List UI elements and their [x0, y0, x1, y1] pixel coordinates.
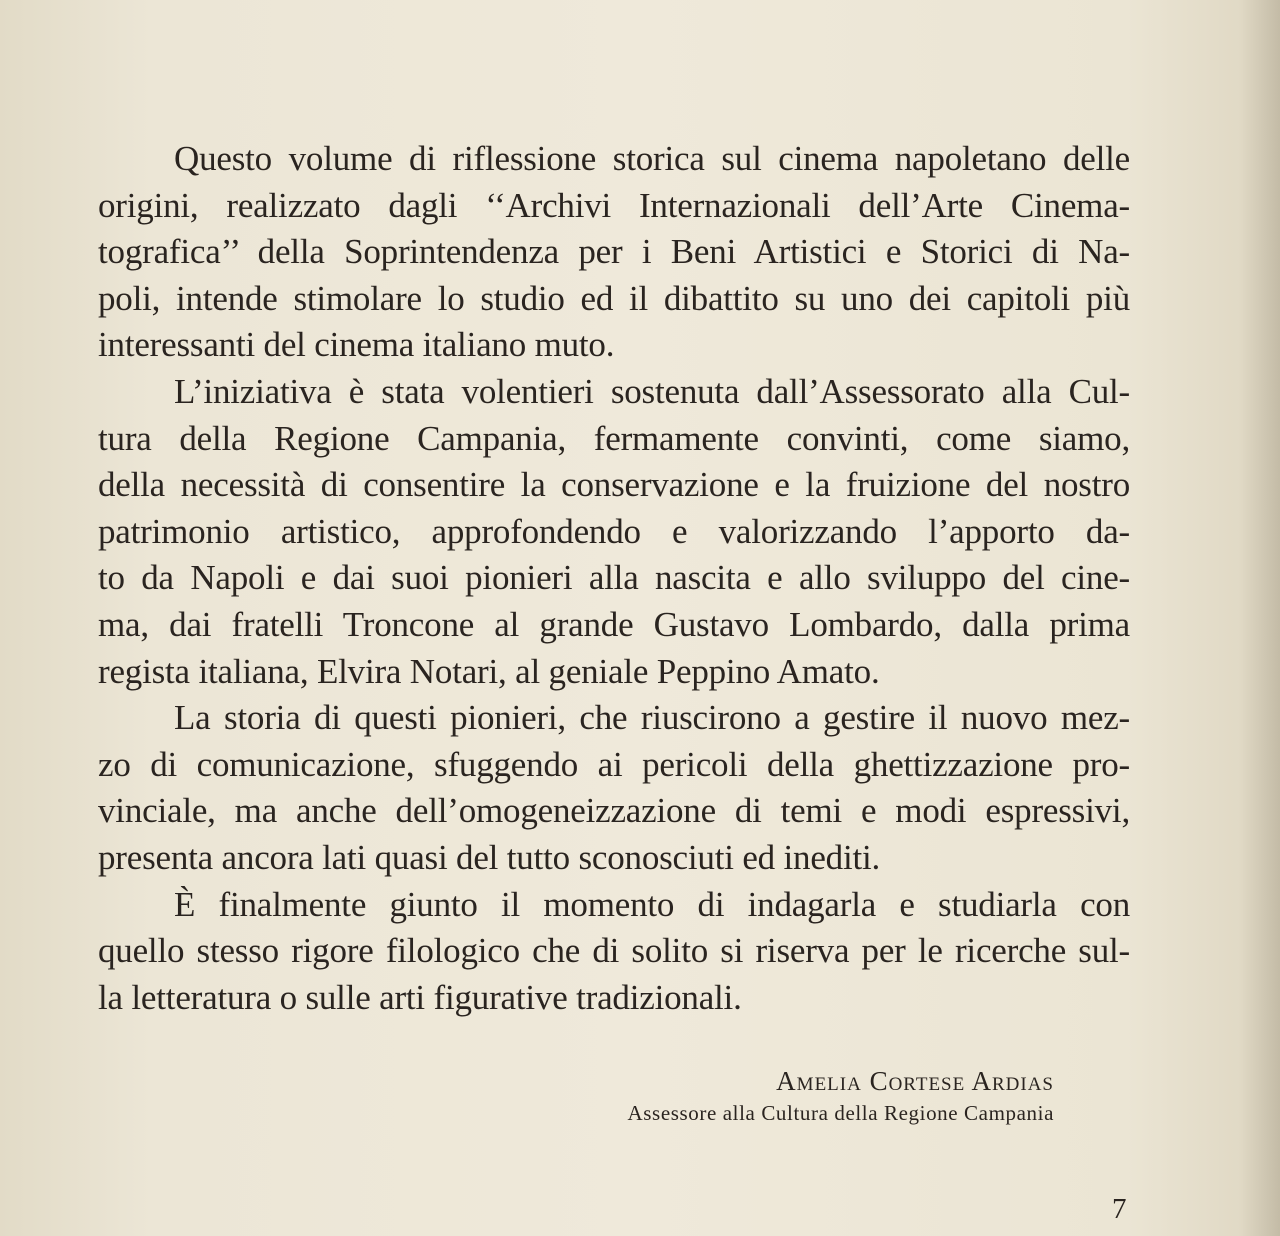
- text-line: L’iniziativa è stata volentieri sostenuta dall’Assessorato alla Cul-: [174, 371, 1130, 411]
- text-line: La storia di questi pionieri, che riuscirono a gestire il nuovo mez-: [174, 698, 1130, 738]
- text-line: poli, intende stimolare lo studio ed il dibattito su uno dei capitoli più: [98, 278, 1130, 318]
- text-line: regista italiana, Elvira Notari, al geniale Peppino Amato.: [98, 651, 880, 691]
- text-line: tografica’’ della Soprintendenza per i Beni Artistici e Storici di Na-: [98, 232, 1130, 272]
- text-line: interessanti del cinema italiano muto.: [98, 325, 615, 365]
- page-edge-shadow: [1240, 0, 1280, 1236]
- body-text: [98, 136, 1130, 1021]
- text-line: to da Napoli e dai suoi pionieri alla nascita e allo sviluppo del cine-: [98, 558, 1130, 598]
- text-line: ma, dai fratelli Troncone al grande Gustavo Lombardo, dalla prima: [98, 604, 1130, 644]
- text-line: È finalmente giunto il momento di indagarla e studiarla con: [174, 884, 1130, 924]
- text-line: quello stesso rigore filologico che di solito si riserva per le ricerche sul-: [98, 931, 1130, 971]
- text-line: origini, realizzato dagli ‘‘Archivi Internazionali dell’Arte Cinema-: [98, 185, 1130, 225]
- text-line: patrimonio artistico, approfondendo e valorizzando l’apporto da-: [98, 511, 1130, 551]
- signature-role: Assessore alla Cultura della Regione Campania: [627, 1101, 1054, 1125]
- text-line: della necessità di consentire la conservazione e la fruizione del nostro: [98, 465, 1130, 505]
- text-line: Questo volume di riflessione storica sul cinema napoletano delle: [174, 139, 1130, 178]
- text-line: zo di comunicazione, sfuggendo ai pericoli della ghettizzazione pro-: [98, 744, 1130, 784]
- text-line: presenta ancora lati quasi del tutto sconosciuti ed inediti.: [98, 837, 881, 877]
- signature-block: [627, 1064, 1054, 1125]
- text-line: tura della Regione Campania, fermamente convinti, come siamo,: [98, 418, 1130, 458]
- text-line: la letteratura o sulle arti figurative tradizionali.: [98, 977, 742, 1017]
- text-line: vinciale, ma anche dell’omogeneizzazione di temi e modi espressivi,: [98, 791, 1130, 831]
- page-number: 7: [1112, 1193, 1127, 1225]
- signature-name: Amelia Cortese Ardias: [776, 1066, 1054, 1096]
